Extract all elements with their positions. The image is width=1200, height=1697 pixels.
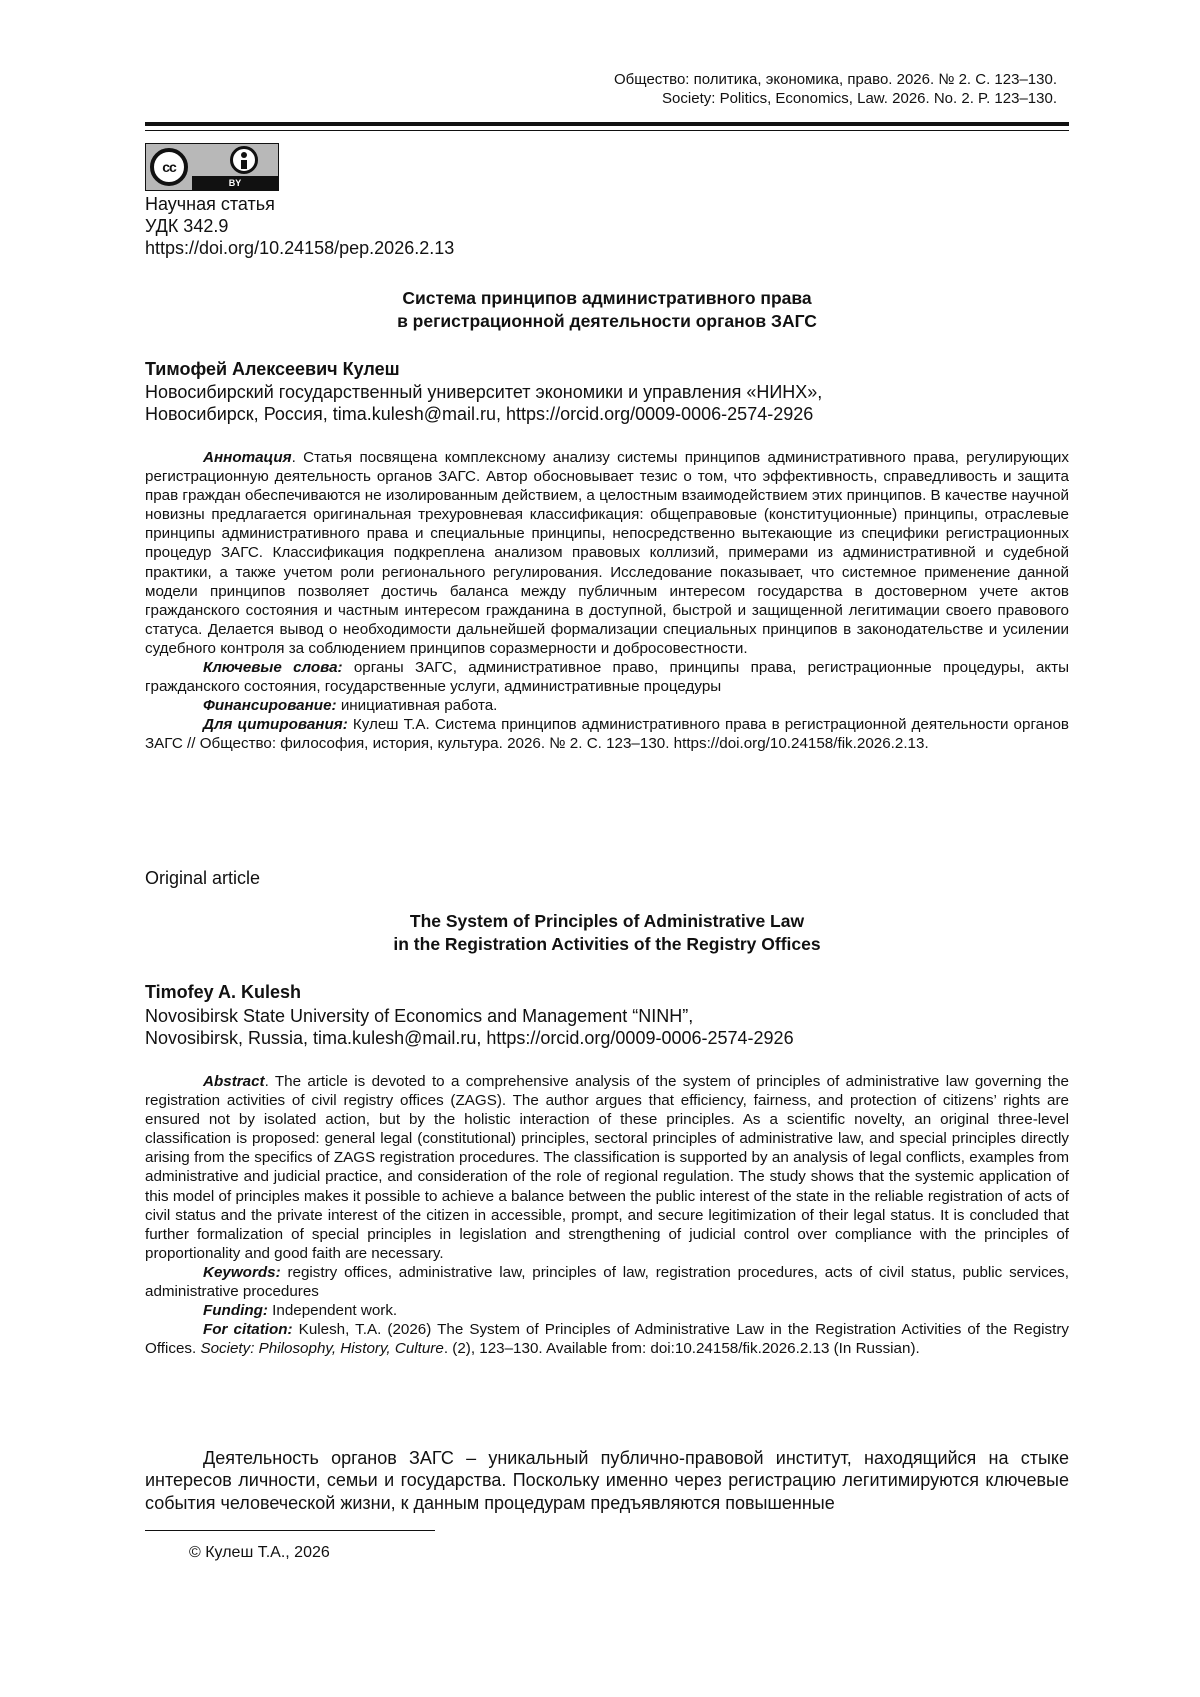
affiliation-en	[145, 1005, 794, 1049]
cc-icon: cc	[150, 148, 188, 186]
citation-en-pre: Kulesh, T.A. (2026) The System of Principles of Administrative Law in the Registration Activities of the Registry Offices.	[145, 1321, 1069, 1358]
citation-ru-text: Кулеш Т.А. Система принципов административного права в регистрационной деятельности органов ЗАГС // Общество: философия, история, культура. 2026. № 2. С. 123–130. https://doi.org/10.24158/fik.2026.2.13.	[145, 716, 1069, 753]
article-type-ru: Научная статья	[145, 194, 275, 214]
attribution-icon	[230, 146, 258, 174]
title-ru-line2: в регистрационной деятельности органов ЗАГС	[397, 311, 817, 331]
cc-by-license-badge[interactable]	[145, 143, 279, 191]
abstract-ru-block	[145, 448, 1069, 754]
abstract-ru-text: . Статья посвящена комплексному анализу системы принципов административного права, регулирующих регистрационную деятельность органов ЗАГС. Автор обосновывает тезис о том, что эффективность, справедливость и защита прав граждан обеспечиваются не изолированным действием, а целостным взаимодействием этих принципов. В качестве научной новизны предлагается оригинальная трехуровневая классификация: общеправовые (конституционные) принципы, отраслевые принципы административного права и специальные принципы, непосредственно вытекающие из специфики регистрационных процедур ЗАГС. Классификация подкреплена анализом правовых коллизий, примерами из административной и судебной практики, а также учетом роли регионального регулирования. Исследование показывает, что системное применение данной модели принципов позволяет достичь баланса между публичным интересом государства в достоверном учете актов гражданского состояния и частным интересом гражданина в доступной, быстрой и защищенной легитимации своего правового статуса. Делается вывод о необходимости дальнейшей формализации специальных принципов в законодательстве и усилении судебного контроля за соблюдением принципов соразмерности и добросовестности.	[145, 449, 1069, 657]
body-text	[145, 1447, 1069, 1514]
funding-en	[145, 1301, 1069, 1320]
keywords-en	[145, 1263, 1069, 1301]
funding-en-label: Funding:	[203, 1302, 268, 1320]
abstract-en-label: Abstract	[203, 1073, 265, 1090]
affiliation-en-line1: Novosibirsk State University of Economics and Management “NINH”,	[145, 1006, 694, 1026]
article-meta-ru	[145, 193, 454, 259]
header-rule-thin	[145, 130, 1069, 131]
abstract-en	[145, 1072, 1069, 1263]
footnote-rule	[145, 1530, 435, 1531]
running-head-en: Society: Politics, Economics, Law. 2026. No. 2. P. 123–130.	[662, 90, 1057, 107]
keywords-ru	[145, 658, 1069, 696]
keywords-en-text: registry offices, administrative law, principles of law, registration procedures, acts of civil status, public services, administrative procedures	[145, 1263, 1069, 1301]
citation-en	[145, 1320, 1069, 1358]
doi-link[interactable]: https://doi.org/10.24158/pep.2026.2.13	[145, 238, 455, 258]
running-head	[614, 70, 1057, 108]
affiliation-en-line2: Novosibirsk, Russia, tima.kulesh@mail.ru, https://orcid.org/0009-0006-2574-2926	[145, 1028, 794, 1048]
running-head-ru: Общество: политика, экономика, право. 2026. № 2. С. 123–130.	[614, 71, 1057, 88]
keywords-ru-label: Ключевые слова:	[203, 659, 343, 677]
keywords-ru-text: органы ЗАГС, административное право, принципы права, регистрационные процедуры, акты гражданского состояния, государственные услуги, административные процедуры	[145, 659, 1069, 696]
citation-ru	[145, 715, 1069, 753]
abstract-ru	[145, 448, 1069, 658]
affiliation-ru	[145, 381, 822, 425]
cc-by-label: BY	[228, 178, 242, 188]
title-ru-line1: Система принципов административного права	[402, 288, 812, 308]
abstract-en-block	[145, 1072, 1069, 1358]
keywords-en-label: Keywords:	[203, 1263, 281, 1281]
title-ru	[145, 287, 1069, 333]
title-en-line2: in the Registration Activities of the Registry Offices	[393, 934, 821, 954]
author-name-ru: Тимофей Алексеевич Кулеш	[145, 359, 400, 379]
article-type-en: Original article	[145, 868, 261, 888]
citation-en-post: . (2), 123–130. Available from: doi:10.24158/fik.2026.2.13 (In Russian).	[443, 1340, 920, 1358]
funding-en-text: Independent work.	[267, 1302, 398, 1320]
title-en-line1: The System of Principles of Administrative Law	[409, 911, 805, 931]
udc-code: УДК 342.9	[145, 216, 229, 236]
copyright-footnote: © Кулеш Т.А., 2026	[189, 1544, 330, 1561]
affiliation-ru-line1: Новосибирский государственный университет экономики и управления «НИНХ»,	[145, 382, 823, 402]
citation-en-label: For citation:	[203, 1321, 293, 1339]
header-rule-thick	[145, 122, 1069, 126]
abstract-en-text: . The article is devoted to a comprehensive analysis of the system of principles of administrative law governing the registration activities of civil registry offices (ZAGS). The author argues that efficiency, fairness, and protection of citizens’ rights are ensured not by isolated action, but by the holistic interaction of these principles. As a scientific novelty, an original three-level classification is proposed: general legal (constitutional) principles, sectoral principles of administrative law, and special principles directly arising from the specifics of ZAGS registration procedures. The classification is supported by an analysis of legal conflicts, examples from administrative and judicial practice, and consideration of the role of regional regulation. The study shows that the systemic application of this model of principles makes it possible to achieve a balance between the public interest of the state in the reliable registration of acts of civil status and the private interest of the citizen in accessible, prompt, and secure legitimization of their legal status. It is concluded that further formalization of special principles in legislation and strengthening of judicial control over compliance with the principles of proportionality and good faith are necessary.	[145, 1073, 1069, 1262]
citation-ru-label: Для цитирования:	[203, 716, 348, 734]
body-paragraph-1: Деятельность органов ЗАГС – уникальный публично-правовой институт, находящийся на стыке интересов личности, семьи и государства. Поскольку именно через регистрацию легитимируются ключевые события человеческой жизни, к данным процедурам предъявляются повышенные	[145, 1448, 1069, 1513]
funding-ru-label: Финансирование:	[203, 697, 337, 715]
author-name-en: Timofey A. Kulesh	[145, 982, 302, 1002]
affiliation-ru-line2: Новосибирск, Россия, tima.kulesh@mail.ru, https://orcid.org/0009-0006-2574-2926	[145, 404, 814, 424]
title-en	[145, 910, 1069, 956]
abstract-ru-label: Аннотация	[203, 449, 292, 466]
funding-ru-text: инициативная работа.	[336, 697, 498, 715]
citation-en-journal: Society: Philosophy, History, Culture	[200, 1340, 444, 1358]
funding-ru	[145, 696, 1069, 715]
